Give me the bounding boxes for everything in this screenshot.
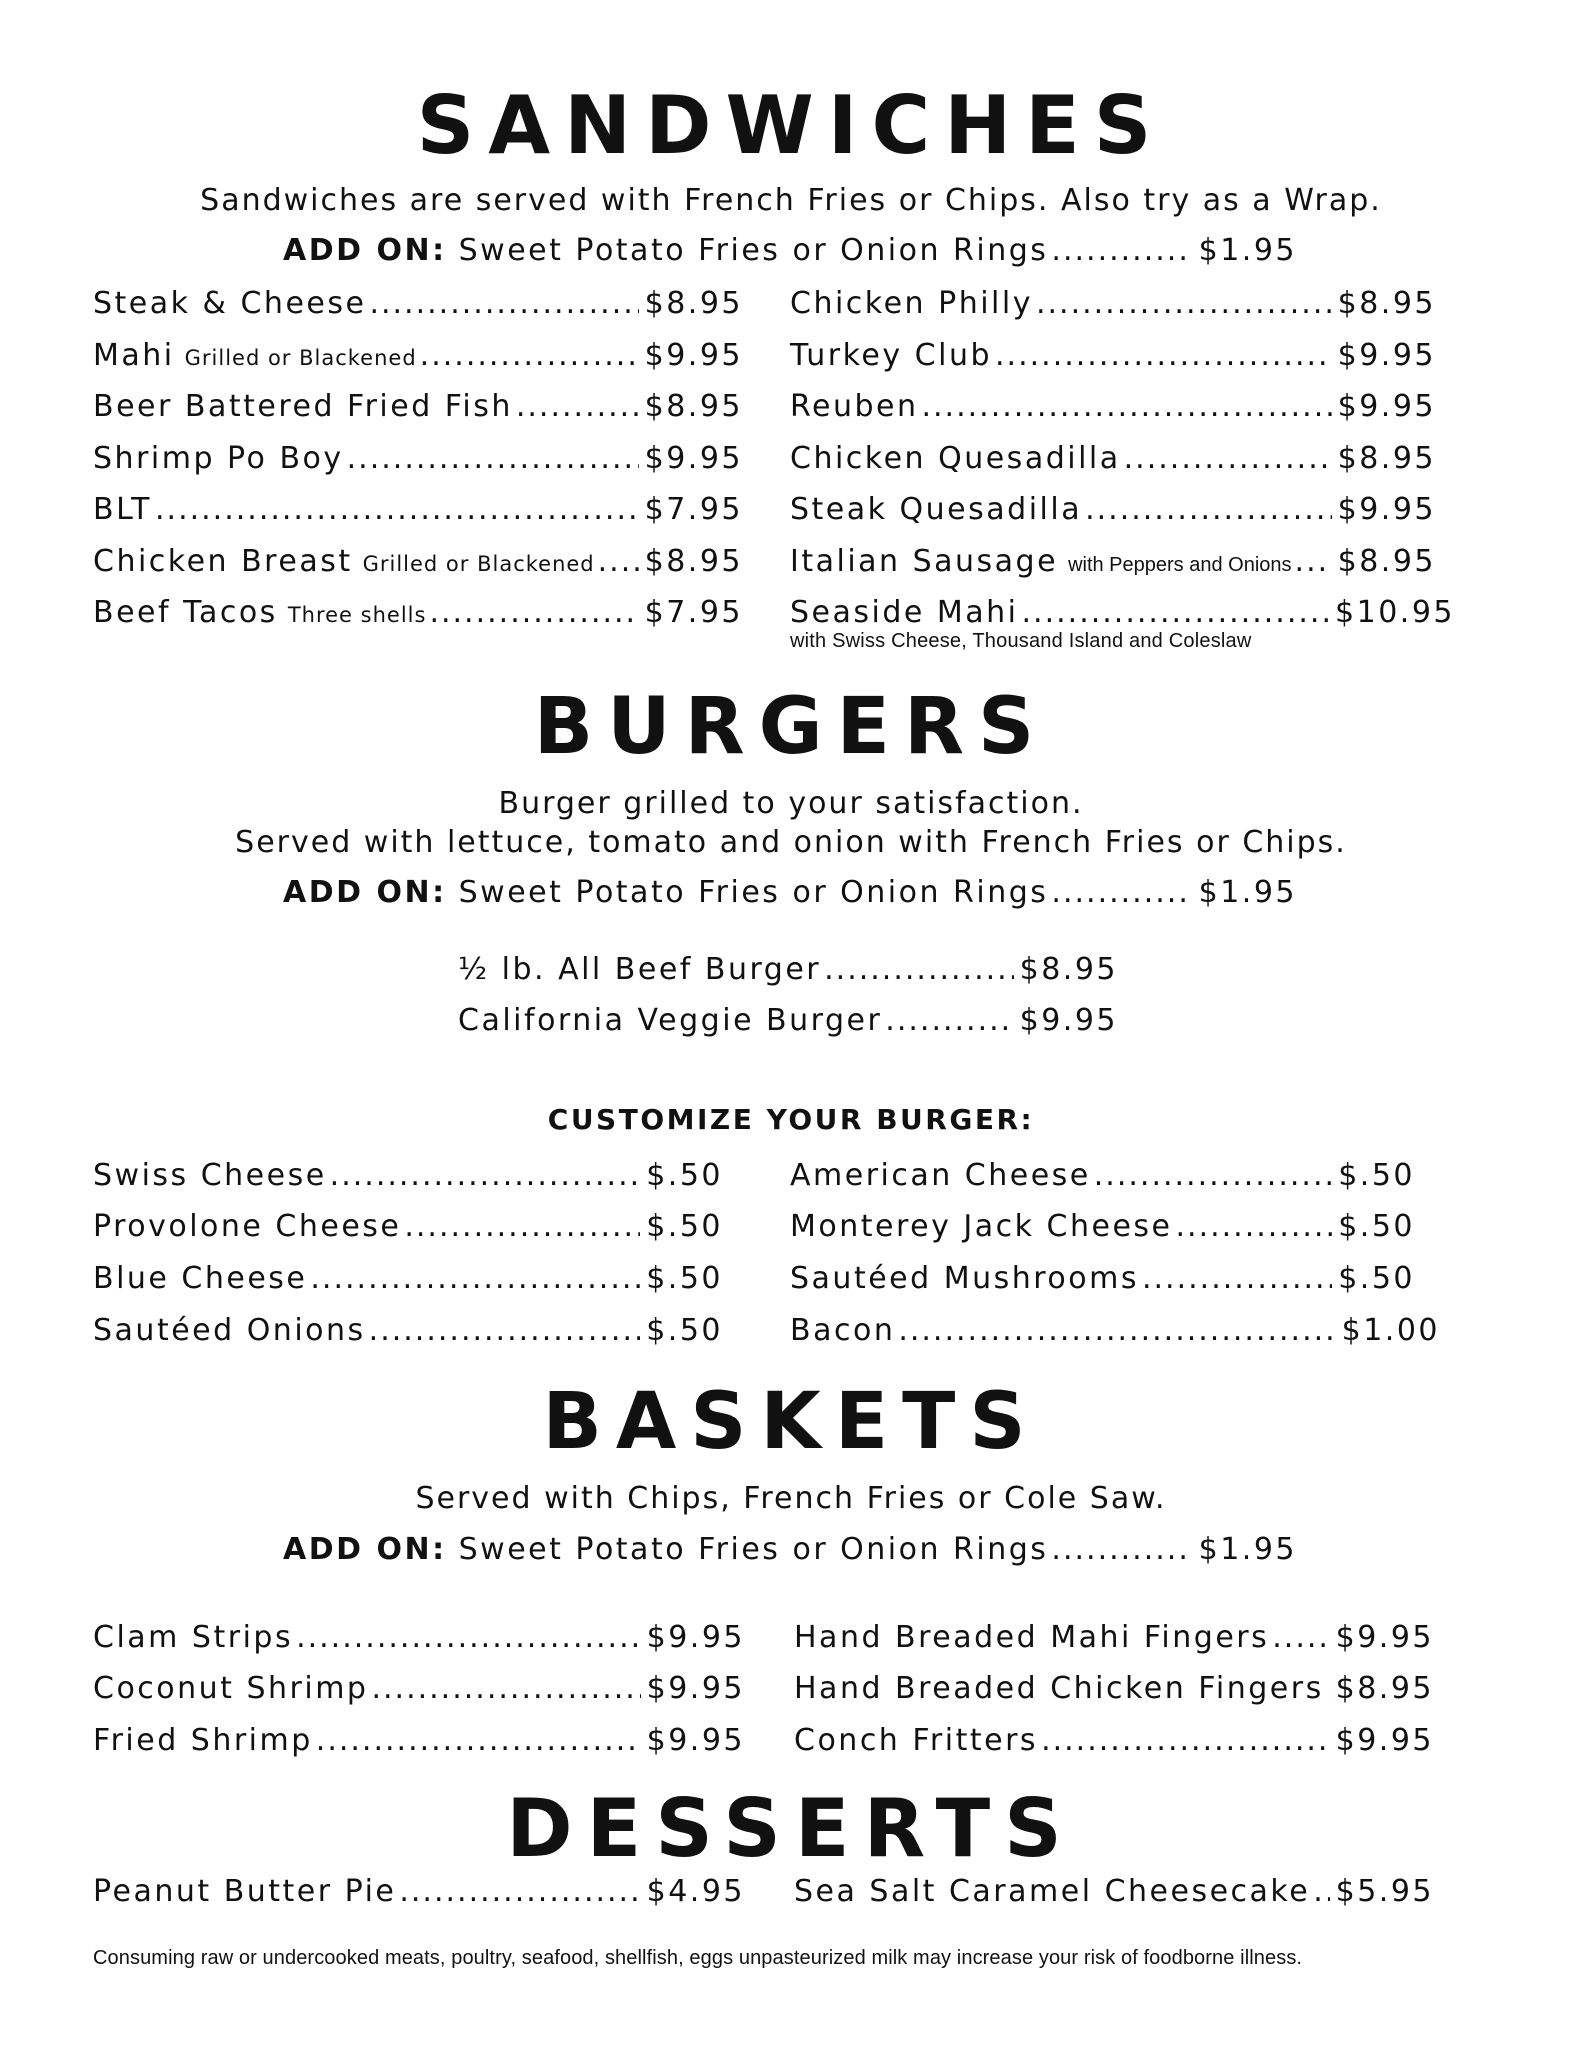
customize-burger-heading: CUSTOMIZE YOUR BURGER:	[547, 1103, 1035, 1136]
item-name: California Veggie Burger	[458, 1003, 883, 1038]
item-name: Swiss Cheese	[93, 1158, 327, 1193]
addon-price: $1.95	[1198, 1532, 1297, 1567]
baskets-addon	[283, 1532, 1297, 1567]
item-price: $9.95	[1019, 1003, 1118, 1038]
menu-item-blt	[93, 492, 743, 527]
burgers-description-2: Served with lettuce, tomato and onion with French Fries or Chips.	[235, 825, 1347, 860]
menu-item-coconut-shrimp	[93, 1671, 745, 1706]
desserts-heading: DESSERTS	[506, 1782, 1076, 1875]
menu-item-sea-salt-cheesecake	[794, 1874, 1434, 1909]
item-name: Beer Battered Fried Fish	[93, 389, 513, 424]
menu-item-shrimp-po-boy	[93, 441, 743, 476]
item-note: Grilled or Blackened	[184, 346, 417, 370]
item-price: $8.95	[644, 389, 743, 424]
customize-item-swiss-cheese	[93, 1158, 723, 1193]
customize-item-sauteed-mushrooms	[790, 1261, 1415, 1296]
item-price: $8.95	[1337, 441, 1436, 476]
item-price: $8.95	[1019, 952, 1118, 987]
item-name: Sautéed Mushrooms	[790, 1261, 1139, 1296]
item-name: Hand Breaded Chicken Fingers	[794, 1671, 1324, 1706]
sandwiches-addon	[283, 233, 1297, 268]
item-name: Turkey Club	[790, 338, 993, 373]
menu-item-beer-battered-fish	[93, 389, 743, 424]
item-price: $.50	[1338, 1261, 1415, 1296]
food-safety-disclaimer: Consuming raw or undercooked meats, poultry, seafood, shellfish, eggs unpasteurized milk may increase your risk of foodborne illness.	[93, 1947, 1303, 1969]
customize-item-provolone-cheese	[93, 1209, 723, 1244]
item-price: $.50	[1338, 1209, 1415, 1244]
item-name: Clam Strips	[93, 1620, 294, 1655]
addon-text: Sweet Potato Fries or Onion Rings	[458, 1532, 1049, 1567]
item-name: Steak Quesadilla	[790, 492, 1083, 527]
burgers-addon	[283, 875, 1297, 910]
item-name: Sea Salt Caramel Cheesecake	[794, 1874, 1311, 1909]
item-price: $8.95	[644, 286, 743, 321]
burgers-description-1: Burger grilled to your satisfaction.	[498, 786, 1084, 821]
menu-item-beef-tacos	[93, 595, 743, 630]
item-price: $8.95	[1337, 286, 1436, 321]
item-name: Shrimp Po Boy	[93, 441, 344, 476]
menu-item-fried-shrimp	[93, 1723, 745, 1758]
item-name: Chicken Breast	[93, 544, 353, 579]
item-name: Conch Fritters	[794, 1723, 1039, 1758]
customize-item-blue-cheese	[93, 1261, 723, 1296]
item-price: $9.95	[1335, 1620, 1434, 1655]
item-price: $7.95	[644, 492, 743, 527]
menu-item-chicken-philly	[790, 286, 1436, 321]
item-price: $5.95	[1335, 1874, 1434, 1909]
item-price: $9.95	[646, 1723, 745, 1758]
item-price: $7.95	[644, 595, 743, 630]
item-price: $9.95	[646, 1671, 745, 1706]
addon-text: Sweet Potato Fries or Onion Rings	[458, 875, 1049, 910]
item-name: American Cheese	[790, 1158, 1091, 1193]
item-name: Beef Tacos	[93, 595, 278, 630]
item-price: $9.95	[1335, 1723, 1434, 1758]
item-name: Bacon	[790, 1313, 896, 1348]
sandwiches-description: Sandwiches are served with French Fries or Chips. Also try as a Wrap.	[200, 183, 1382, 218]
item-name: Monterey Jack Cheese	[790, 1209, 1173, 1244]
item-name: Seaside Mahi	[790, 595, 1019, 630]
item-price: $.50	[1338, 1158, 1415, 1193]
menu-item-conch-fritters	[794, 1723, 1434, 1758]
addon-label: ADD ON:	[283, 875, 447, 910]
item-note: with Peppers and Onions	[1068, 554, 1292, 576]
item-price: $1.00	[1341, 1313, 1440, 1348]
burgers-heading: BURGERS	[533, 682, 1049, 772]
menu-item-seaside-mahi	[790, 595, 1455, 630]
customize-item-monterey-jack	[790, 1209, 1415, 1244]
item-name: Chicken Quesadilla	[790, 441, 1121, 476]
menu-item-reuben	[790, 389, 1436, 424]
item-price: $.50	[646, 1158, 723, 1193]
item-name: Fried Shrimp	[93, 1723, 313, 1758]
item-price: $.50	[646, 1209, 723, 1244]
menu-item-all-beef-burger	[458, 952, 1118, 987]
item-price: $.50	[646, 1261, 723, 1296]
item-price: $8.95	[1335, 1671, 1434, 1706]
item-price: $4.95	[646, 1874, 745, 1909]
item-name: Steak & Cheese	[93, 286, 367, 321]
customize-item-bacon	[790, 1313, 1440, 1348]
menu-item-italian-sausage	[790, 544, 1436, 579]
menu-item-steak-quesadilla	[790, 492, 1436, 527]
item-price: $9.95	[1337, 338, 1436, 373]
item-name: Provolone Cheese	[93, 1209, 402, 1244]
baskets-description: Served with Chips, French Fries or Cole Saw.	[415, 1481, 1167, 1516]
addon-price: $1.95	[1198, 233, 1297, 268]
menu-item-mahi	[93, 338, 743, 373]
item-price: $9.95	[644, 338, 743, 373]
addon-label: ADD ON:	[283, 1532, 447, 1567]
menu-item-peanut-butter-pie	[93, 1874, 745, 1909]
addon-text: Sweet Potato Fries or Onion Rings	[458, 233, 1049, 268]
menu-item-chicken-fingers	[794, 1671, 1434, 1706]
menu-item-mahi-fingers	[794, 1620, 1434, 1655]
customize-item-american-cheese	[790, 1158, 1415, 1193]
item-price: $8.95	[644, 544, 743, 579]
menu-item-chicken-quesadilla	[790, 441, 1436, 476]
item-name: Peanut Butter Pie	[93, 1874, 397, 1909]
item-price: $9.95	[1337, 389, 1436, 424]
addon-price: $1.95	[1198, 875, 1297, 910]
item-name: ½ lb. All Beef Burger	[458, 952, 822, 987]
item-price: $9.95	[644, 441, 743, 476]
item-price: $9.95	[646, 1620, 745, 1655]
item-name: BLT	[93, 492, 152, 527]
menu-item-clam-strips	[93, 1620, 745, 1655]
item-name: Hand Breaded Mahi Fingers	[794, 1620, 1270, 1655]
sandwiches-heading: SANDWICHES	[416, 79, 1166, 172]
addon-label: ADD ON:	[283, 233, 447, 268]
item-name: Chicken Philly	[790, 286, 1033, 321]
menu-item-veggie-burger	[458, 1003, 1118, 1038]
item-name: Coconut Shrimp	[93, 1671, 369, 1706]
item-name: Italian Sausage	[790, 544, 1059, 579]
item-price: $9.95	[1337, 492, 1436, 527]
item-price: $10.95	[1335, 595, 1455, 630]
item-price: $8.95	[1337, 544, 1436, 579]
menu-item-turkey-club	[790, 338, 1436, 373]
customize-item-sauteed-onions	[93, 1313, 723, 1348]
item-note: Grilled or Blackened	[362, 552, 595, 576]
item-name: Blue Cheese	[93, 1261, 308, 1296]
item-name: Reuben	[790, 389, 919, 424]
menu-item-chicken-breast	[93, 544, 743, 579]
item-name: Sautéed Onions	[93, 1313, 366, 1348]
item-note: Three shells	[287, 603, 427, 627]
item-name: Mahi	[93, 338, 175, 373]
item-price: $.50	[646, 1313, 723, 1348]
menu-item-steak-cheese	[93, 286, 743, 321]
seaside-mahi-note: with Swiss Cheese, Thousand Island and Coleslaw	[790, 630, 1252, 652]
baskets-heading: BASKETS	[542, 1377, 1040, 1467]
